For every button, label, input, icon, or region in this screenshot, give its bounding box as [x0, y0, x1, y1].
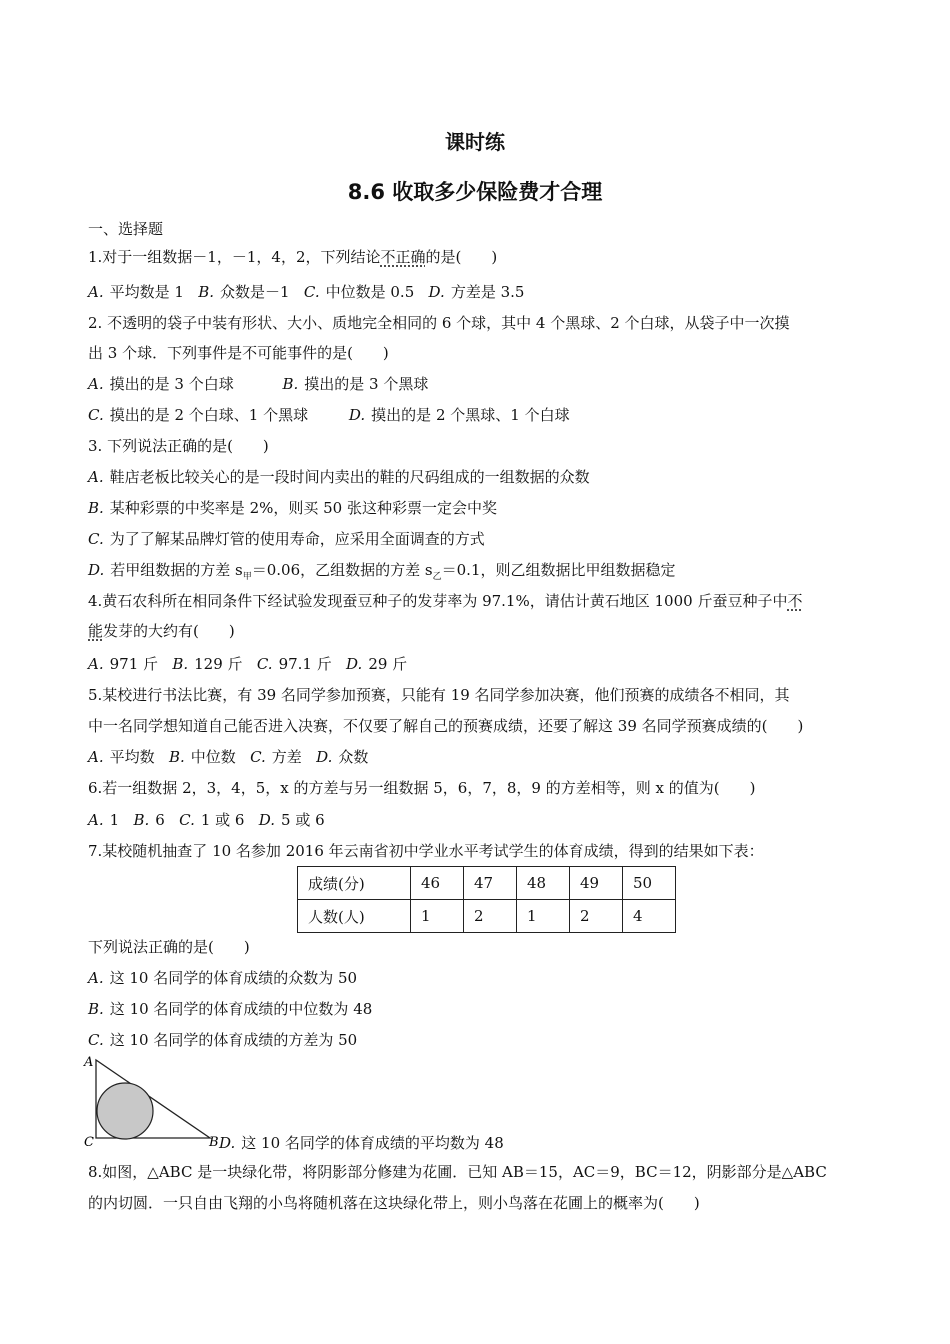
q3-stem: 3. 下列说法正确的是( ) — [88, 437, 269, 455]
subscript-jia: 甲 — [242, 572, 252, 582]
table-row — [298, 900, 676, 933]
q4-stem-line-2 — [88, 621, 235, 641]
option-text: 中位数是 0.5 — [325, 283, 415, 301]
label-c: C — [84, 1135, 94, 1150]
option-text: 为了了解某品牌灯管的使用寿命，应采用全面调查的方式 — [109, 530, 485, 548]
option-text: 某种彩票的中奖率是 2%，则买 50 张这种彩票一定会中奖 — [109, 499, 497, 517]
q4-options — [88, 654, 407, 674]
option-letter: C. — [303, 283, 320, 301]
option-text: 平均数是 1 — [109, 283, 184, 301]
q1-emphasis: 不正确 — [380, 248, 426, 266]
section-heading: 一、选择题 — [88, 220, 164, 238]
option-letter: B. — [133, 811, 150, 829]
q6-options — [88, 810, 325, 830]
table-cell: 47 — [464, 867, 517, 900]
q3-option-a — [88, 467, 590, 487]
q8-stem-line-1: 8.如图，△ABC 是一块绿化带，将阴影部分修建为花圃．已知 AB＝15，AC＝9，BC＝12，阴影部分是△ABC — [88, 1163, 827, 1181]
option-text: 6 — [155, 811, 165, 829]
option-text-a: 若甲组数据的方差 s — [110, 561, 243, 579]
label-b: B — [209, 1135, 219, 1150]
q7-option-a — [88, 968, 357, 988]
q7-option-c — [88, 1030, 357, 1050]
option-letter: B. — [88, 499, 104, 517]
q1-stem-b: 的是( ) — [425, 248, 498, 266]
option-letter: D. — [316, 748, 333, 766]
subscript-yi: 乙 — [432, 572, 442, 582]
table-cell: 49 — [570, 867, 623, 900]
option-text: 1 — [109, 811, 120, 829]
q3-option-c — [88, 529, 485, 549]
option-letter: D. — [428, 283, 445, 301]
scores-table — [297, 866, 676, 933]
option-text: 鞋店老板比较关心的是一段时间内卖出的鞋的尺码组成的一组数据的众数 — [109, 468, 590, 486]
table-cell: 人数(人) — [298, 900, 411, 933]
q4-stem-b: 发芽的大约有( ) — [103, 622, 235, 640]
label-a: A — [84, 1055, 94, 1070]
q7-stem: 7.某校随机抽查了 10 名参加 2016 年云南省初中学业水平考试学生的体育成绩，得到的结果如下表： — [88, 842, 764, 860]
page-title: 课时练 — [445, 130, 505, 154]
table-cell: 2 — [570, 900, 623, 933]
option-letter: B. — [88, 1000, 104, 1018]
option-letter: C. — [179, 811, 195, 829]
q6-stem: 6.若一组数据 2，3，4，5，x 的方差与另一组数据 5，6，7，8，9 的方差相等，则 x 的值为( ) — [88, 779, 756, 797]
option-letter: A. — [88, 468, 104, 486]
option-text: 1 或 6 — [200, 811, 245, 829]
q5-options — [88, 747, 368, 767]
option-text: 摸出的是 3 个黑球 — [304, 375, 429, 393]
option-text: 971 斤 — [109, 655, 159, 673]
option-text: 方差 — [271, 748, 302, 766]
option-text: 29 斤 — [368, 655, 408, 673]
question-1 — [88, 247, 497, 267]
option-letter: B. — [168, 748, 185, 766]
option-text: 摸出的是 2 个白球、1 个黑球 — [109, 406, 309, 424]
q2-stem-line-2: 出 3 个球．下列事件是不可能事件的是( ) — [88, 344, 389, 362]
option-text: 这 10 名同学的体育成绩的平均数为 48 — [241, 1134, 504, 1152]
q2-options-row-2 — [88, 405, 570, 425]
option-letter: A. — [88, 283, 104, 301]
table-cell: 1 — [517, 900, 570, 933]
option-text: 中位数 — [190, 748, 236, 766]
option-letter: C. — [88, 1031, 104, 1049]
q4-stem-line-1 — [88, 591, 802, 611]
option-text: 这 10 名同学的体育成绩的方差为 50 — [109, 1031, 358, 1049]
option-text-c: ＝0.1，则乙组数据比甲组数据稳定 — [441, 561, 676, 579]
option-letter: B. — [198, 283, 215, 301]
option-letter: A. — [88, 748, 104, 766]
option-letter: C. — [88, 406, 104, 424]
table-cell: 1 — [411, 900, 464, 933]
option-text: 摸出的是 3 个白球 — [109, 375, 234, 393]
option-text: 5 或 6 — [281, 811, 325, 829]
table-cell: 48 — [517, 867, 570, 900]
option-letter: A. — [88, 969, 104, 987]
incircle-shaded — [97, 1083, 153, 1139]
table-cell: 50 — [623, 867, 676, 900]
option-letter: D. — [88, 561, 105, 579]
q3-option-b — [88, 498, 497, 518]
option-letter: C. — [250, 748, 266, 766]
option-letter: C. — [88, 530, 104, 548]
q2-options-row-1 — [88, 374, 428, 394]
option-text: 众数 — [338, 748, 369, 766]
q4-emphasis-1: 不 — [787, 592, 803, 610]
option-letter: B. — [282, 375, 299, 393]
q2-stem-line-1: 2. 不透明的袋子中装有形状、大小、质地完全相同的 6 个球，其中 4 个黑球、2 个白球，从袋子中一次摸 — [88, 314, 790, 332]
q1-options — [88, 282, 524, 302]
q4-emphasis-2: 能 — [88, 622, 104, 640]
q3-option-d — [88, 560, 676, 587]
option-text-b: ＝0.06，乙组数据的方差 s — [251, 561, 433, 579]
table-row — [298, 867, 676, 900]
option-letter: D. — [258, 811, 276, 829]
table-cell: 46 — [411, 867, 464, 900]
triangle-incircle-figure — [82, 1052, 242, 1152]
option-text: 摸出的是 2 个黑球、1 个白球 — [371, 406, 570, 424]
q7-option-b — [88, 999, 372, 1019]
option-text: 97.1 斤 — [278, 655, 332, 673]
option-text: 方差是 3.5 — [450, 283, 525, 301]
option-text: 这 10 名同学的体育成绩的中位数为 48 — [109, 1000, 373, 1018]
page-subtitle: 8.6 收取多少保险费才合理 — [347, 180, 603, 204]
q7-option-d — [219, 1133, 504, 1153]
option-text: 众数是－1 — [220, 283, 290, 301]
q5-stem-line-1: 5.某校进行书法比赛，有 39 名同学参加预赛，只能有 19 名同学参加决赛，他们预赛的成绩各不相同，其 — [88, 686, 790, 704]
q4-stem-a: 4.黄石农科所在相同条件下经试验发现蚕豆种子的发芽率为 97.1%，请估计黄石地区 1000 斤蚕豆种子中 — [88, 592, 788, 610]
option-text: 平均数 — [109, 748, 155, 766]
q5-stem-line-2: 中一名同学想知道自己能否进入决赛，不仅要了解自己的预赛成绩，还要了解这 39 名同学预赛成绩的( ) — [88, 717, 804, 735]
option-letter: D. — [219, 1134, 236, 1152]
q8-stem-line-2: 的内切圆．一只自由飞翔的小鸟将随机落在这块绿化带上，则小鸟落在花圃上的概率为( ) — [88, 1194, 700, 1212]
option-letter: B. — [172, 655, 189, 673]
table-cell: 4 — [623, 900, 676, 933]
option-letter: A. — [88, 375, 104, 393]
option-letter: A. — [88, 655, 104, 673]
option-text: 129 斤 — [194, 655, 243, 673]
option-letter: C. — [256, 655, 273, 673]
table-cell: 成绩(分) — [298, 867, 411, 900]
option-letter: D. — [346, 655, 363, 673]
q7-after-table: 下列说法正确的是( ) — [88, 938, 250, 956]
table-cell: 2 — [464, 900, 517, 933]
option-text: 这 10 名同学的体育成绩的众数为 50 — [109, 969, 358, 987]
option-letter: D. — [348, 406, 366, 424]
q1-stem-a: 1.对于一组数据－1，－1，4，2，下列结论 — [88, 248, 381, 266]
option-letter: A. — [88, 811, 104, 829]
